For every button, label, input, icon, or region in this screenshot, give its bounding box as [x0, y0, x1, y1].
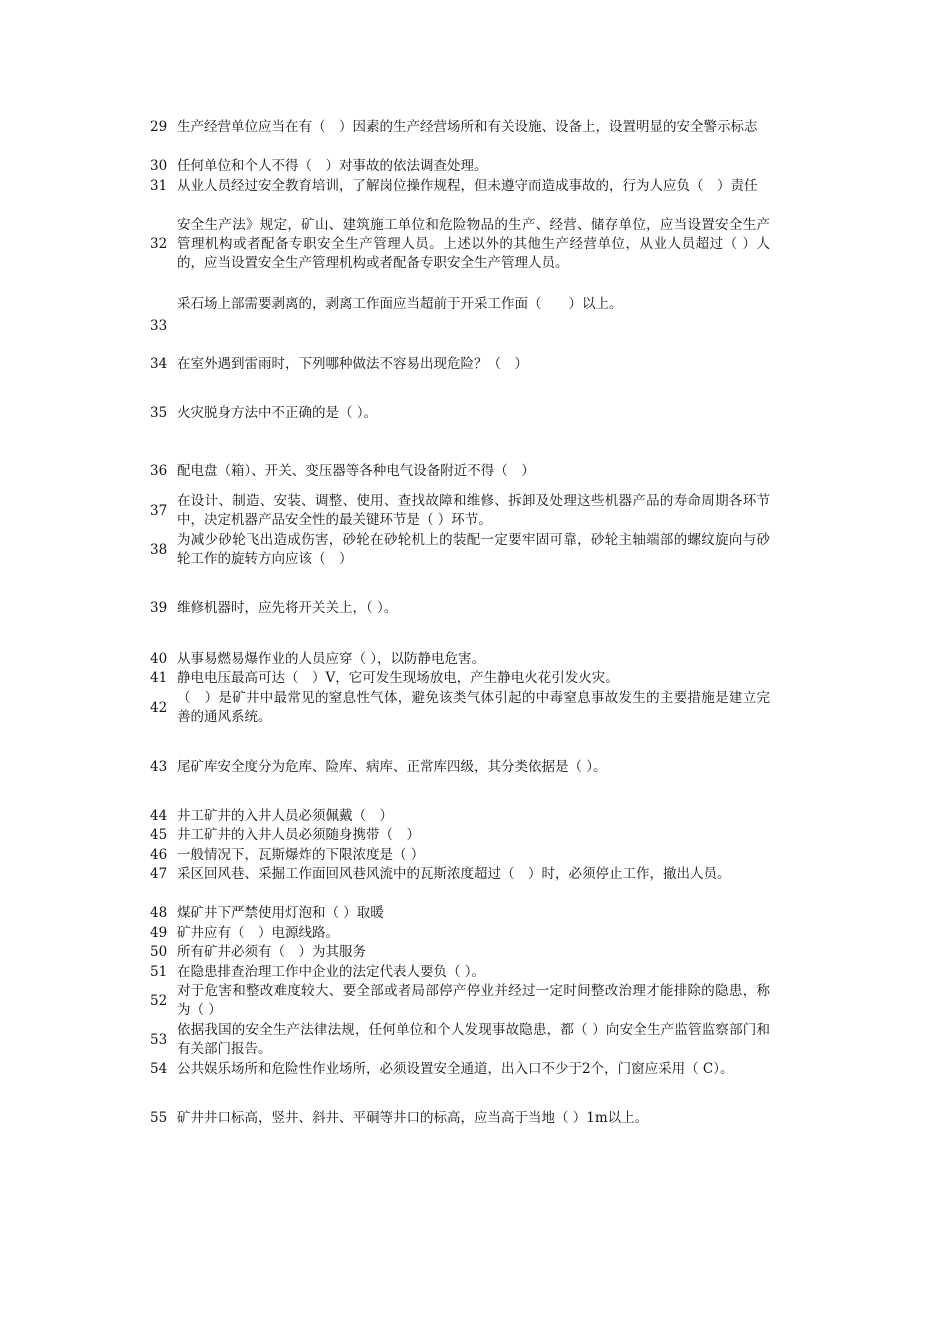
question-number: 44: [150, 808, 168, 824]
question-number: 51: [150, 964, 168, 980]
question-text: 矿井应有（ ）电源线路。: [177, 925, 339, 941]
question-54: [150, 1060, 770, 1079]
question-number: 54: [150, 1061, 168, 1077]
question-37: [150, 492, 770, 530]
question-44: [150, 807, 770, 826]
question-53: [150, 1021, 770, 1059]
question-text: 对于危害和整改难度较大、要全部或者局部停产停业并经过一定时间整改治理才能排除的隐患，称为（ ）: [177, 983, 770, 1018]
question-text: 为减少砂轮飞出造成伤害，砂轮在砂轮机上的装配一定要牢固可靠，砂轮主轴端部的螺纹旋向与砂轮工作的旋转方向应该（ ）: [177, 532, 770, 567]
question-number: 52: [150, 992, 168, 1009]
question-47: [150, 865, 770, 884]
question-number: 50: [150, 944, 168, 960]
question-number: 36: [150, 463, 168, 479]
question-number: 43: [150, 759, 168, 775]
question-text: 静电电压最高可达（ ）V，它可发生现场放电，产生静电火花引发火灾。: [177, 670, 619, 686]
question-text: 在设计、制造、安装、调整、使用、查找故障和维修、拆卸及处理这些机器产品的寿命周期各环节中，决定机器产品安全性的最关键环节是（ ）环节。: [177, 493, 770, 528]
question-38: [150, 531, 770, 569]
question-42: [150, 689, 770, 727]
question-33: [150, 295, 770, 337]
question-50: [150, 943, 770, 962]
question-49: [150, 924, 770, 943]
question-number: 41: [150, 670, 168, 686]
question-text: 从事易燃易爆作业的人员应穿（ ），以防静电危害。: [177, 651, 486, 667]
question-number: 31: [150, 178, 168, 194]
question-55: [150, 1109, 770, 1128]
question-text: 井工矿井的入井人员必须佩戴（ ）: [177, 808, 393, 824]
question-32: [150, 216, 770, 273]
question-number: 42: [150, 699, 168, 716]
question-number: 35: [150, 405, 168, 421]
question-52: [150, 982, 770, 1020]
question-number: 53: [150, 1031, 168, 1048]
question-text: 采区回风巷、采掘工作面回风巷风流中的瓦斯浓度超过（ ）时，必须停止工作，撤出人员。: [177, 866, 731, 882]
question-number: 45: [150, 827, 168, 843]
question-text: 公共娱乐场所和危险性作业场所，必须设置安全通道，出入口不少于2个，门窗应采用（ C）。: [177, 1061, 734, 1077]
question-48: [150, 904, 770, 923]
question-number: 55: [150, 1110, 168, 1126]
question-text: 所有矿井必须有（ ）为其服务: [177, 944, 366, 960]
question-text: 煤矿井下严禁使用灯泡和（ ）取暖: [177, 905, 384, 921]
question-text: 任何单位和个人不得（ ）对事故的依法调查处理。: [177, 158, 488, 174]
question-number: 49: [150, 925, 168, 941]
question-number: 33: [150, 318, 168, 334]
question-number: 38: [150, 541, 168, 558]
question-number: 32: [150, 236, 168, 252]
question-text: 采石场上部需要剥离的，剥离工作面应当超前于开采工作面（ ）以上。: [177, 296, 623, 312]
question-39: [150, 599, 770, 618]
question-number: 40: [150, 651, 168, 667]
question-31: [150, 177, 770, 196]
question-text: 生产经营单位应当在有（ ）因素的生产经营场所和有关设施、设备上，设置明显的安全警示标志: [177, 119, 758, 135]
question-text: 从业人员经过安全教育培训，了解岗位操作规程，但未遵守而造成事故的，行为人应负（ ）责任: [177, 178, 758, 194]
question-29: [150, 118, 770, 137]
question-text: 配电盘（箱）、开关、变压器等各种电气设备附近不得（ ）: [177, 463, 535, 479]
question-number: 46: [150, 847, 168, 863]
question-text: 火灾脱身方法中不正确的是（ ）。: [177, 405, 378, 421]
question-34: [150, 355, 770, 374]
question-number: 47: [150, 866, 168, 882]
question-40: [150, 650, 770, 669]
question-41: [150, 669, 770, 688]
question-text: 尾矿库安全度分为危库、险库、病库、正常库四级，其分类依据是（ ）。: [177, 759, 607, 775]
question-text: 安全生产法》规定，矿山、建筑施工单位和危险物品的生产、经营、储存单位，应当设置安全生产管理机构或者配备专职安全生产管理人员。上述以外的其他生产经营单位，从业人员超过（ ）人的，应当设置安全生产管理机构或者配备专职安全生产管理人员。: [177, 217, 770, 271]
question-text: 维修机器时，应先将开关关上，（ ）。: [177, 600, 398, 616]
question-number: 37: [150, 502, 168, 519]
question-51: [150, 963, 770, 982]
question-30: [150, 157, 770, 176]
question-text: 在隐患排查治理工作中企业的法定代表人要负（ ）。: [177, 964, 486, 980]
question-number: 39: [150, 600, 168, 616]
question-43: [150, 758, 770, 777]
question-45: [150, 826, 770, 845]
question-text: 矿井井口标高，竖井、斜井、平硐等井口的标高，应当高于当地（ ）1m以上。: [177, 1110, 649, 1126]
question-text: 在室外遇到雷雨时，下列哪种做法不容易出现危险？（ ）: [177, 356, 528, 372]
question-text: （ ）是矿井中最常见的窒息性气体，避免该类气体引起的中毒窒息事故发生的主要措施是建立完善的通风系统。: [177, 690, 770, 725]
question-number: 29: [150, 119, 168, 135]
question-number: 34: [150, 356, 168, 372]
question-text: 依据我国的安全生产法律法规，任何单位和个人发现事故隐患，都（ ）向安全生产监管监察部门和有关部门报告。: [177, 1022, 770, 1057]
question-46: [150, 846, 770, 865]
question-number: 30: [150, 158, 168, 174]
question-36: [150, 462, 770, 481]
question-35: [150, 404, 770, 423]
question-text: 井工矿井的入井人员必须随身携带（ ）: [177, 827, 420, 843]
question-number: 48: [150, 905, 168, 921]
question-text: 一般情况下，瓦斯爆炸的下限浓度是（ ）: [177, 847, 425, 863]
